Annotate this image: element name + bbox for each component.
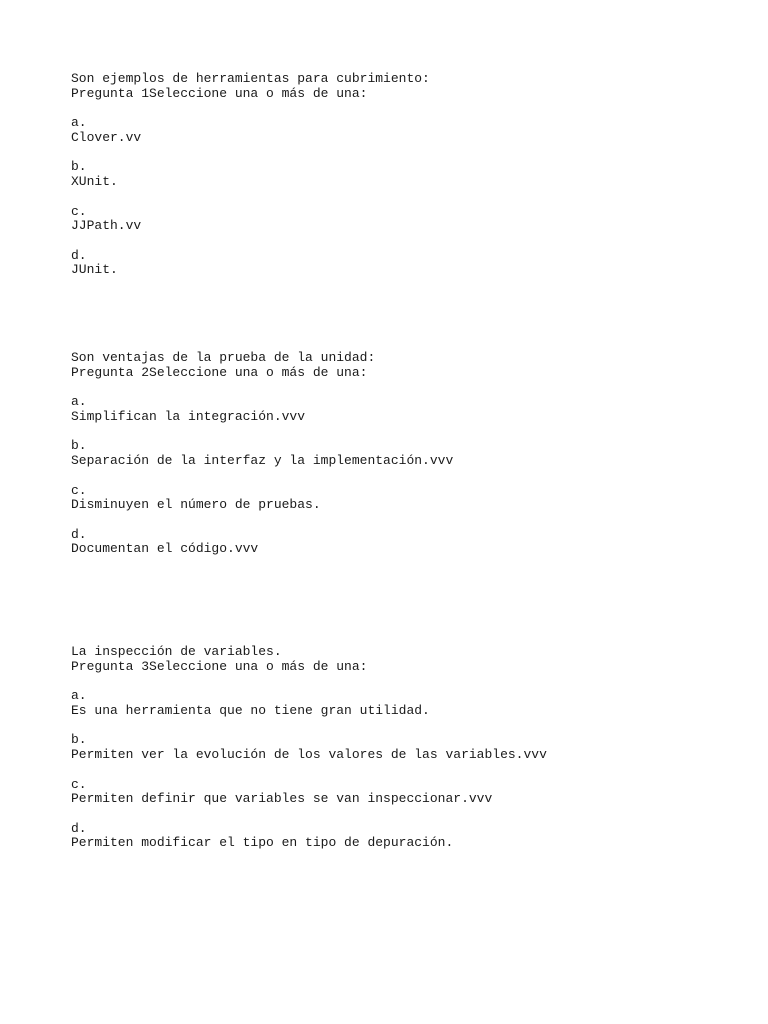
question-3 <box>71 645 547 851</box>
option-letter: b. <box>71 159 87 175</box>
option-text: Permiten ver la evolución de los valores de las variables.vvv <box>71 746 547 762</box>
option-letter: a. <box>71 688 87 704</box>
option-text: Simplifican la integración.vvv <box>71 408 306 424</box>
option-text: Documentan el código.vvv <box>71 541 259 557</box>
option-b <box>71 160 430 189</box>
option-letter: a. <box>71 394 87 410</box>
question-stem: La inspección de variables. <box>71 644 282 659</box>
option-text: JUnit. <box>71 262 118 278</box>
option-c <box>71 778 547 807</box>
option-c <box>71 205 430 234</box>
options-list <box>71 395 453 557</box>
question-stem: Son ejemplos de herramientas para cubrimiento: <box>71 71 430 86</box>
option-letter: c. <box>71 203 87 219</box>
question-prompt: Pregunta 1Seleccione una o más de una: <box>71 85 368 101</box>
option-d <box>71 249 430 278</box>
option-d <box>71 822 547 851</box>
question-2 <box>71 351 453 557</box>
question-stem: Son ventajas de la prueba de la unidad: <box>71 350 376 365</box>
option-b <box>71 733 547 762</box>
option-a <box>71 116 430 145</box>
option-text: Permiten modificar el tipo en tipo de depuración. <box>71 835 454 851</box>
option-c <box>71 484 453 513</box>
option-letter: b. <box>71 438 87 454</box>
options-list <box>71 689 547 851</box>
option-letter: a. <box>71 115 87 131</box>
question-1 <box>71 72 430 278</box>
option-a <box>71 689 547 718</box>
options-list <box>71 116 430 278</box>
option-letter: b. <box>71 732 87 748</box>
option-text: Disminuyen el número de pruebas. <box>71 497 321 513</box>
option-text: Clover.vv <box>71 129 142 145</box>
option-text: Permiten definir que variables se van inspeccionar.vvv <box>71 791 493 807</box>
option-text: JJPath.vv <box>71 218 142 234</box>
option-letter: d. <box>71 247 87 263</box>
option-letter: c. <box>71 482 87 498</box>
question-prompt: Pregunta 2Seleccione una o más de una: <box>71 364 368 380</box>
question-prompt: Pregunta 3Seleccione una o más de una: <box>71 658 368 674</box>
option-text: XUnit. <box>71 173 118 189</box>
option-letter: d. <box>71 820 87 836</box>
option-letter: c. <box>71 776 87 792</box>
option-d <box>71 528 453 557</box>
option-text: Es una herramienta que no tiene gran utilidad. <box>71 702 430 718</box>
option-text: Separación de la interfaz y la implementación.vvv <box>71 452 454 468</box>
option-letter: d. <box>71 526 87 542</box>
option-b <box>71 439 453 468</box>
option-a <box>71 395 453 424</box>
